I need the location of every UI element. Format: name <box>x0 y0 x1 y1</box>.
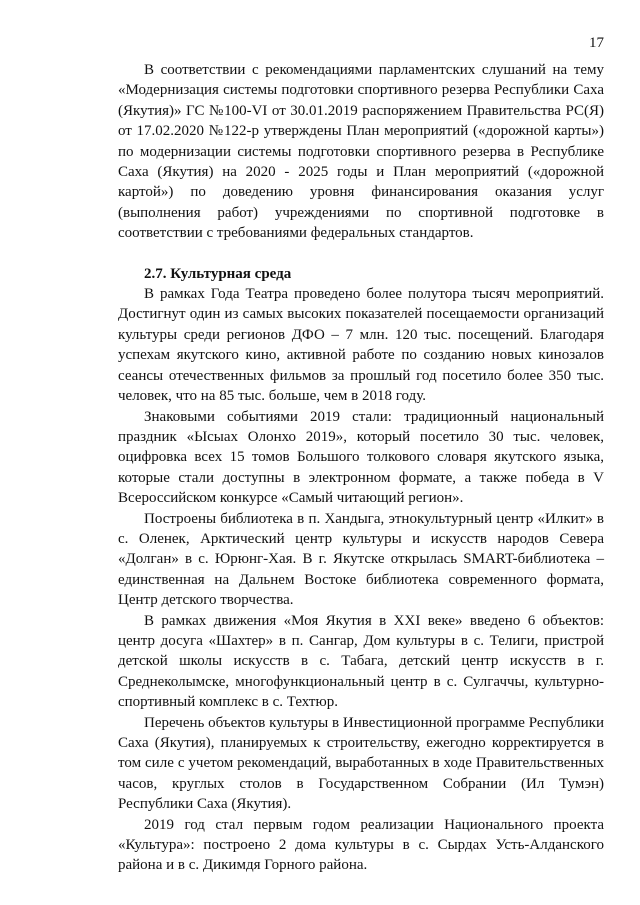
page-number: 17 <box>589 35 604 51</box>
paragraph-libraries: Построены библиотека в п. Хандыга, этнокультурный центр «Илкит» в с. Оленек, Арктический центр культуры и искусств народов Севера «Долган» в с. Юрюнг-Хая. В г. Якутске открылась SMART-библиотека – единственная на Дальнем Востоке библиотека современного формата, Центр детского творчества. <box>118 510 604 609</box>
page-content <box>118 60 604 876</box>
paragraph-sport-reserve: В соответствии с рекомендациями парламентских слушаний на тему «Модернизация системы подготовки спортивного резерва Республики Саха (Якутия)» ГС №100-VI от 30.01.2019 распоряжением Правительства РС(Я) от 17.02.2020 №122-р утверждены План мероприятий («дорожной карты») по модернизации системы подготовки спортивного резерва в Республике Саха (Якутия) на 2020 - 2025 годы и План мероприятий («дорожной картой») по доведению уровня финансирования оказания услуг (выполнения работ) учреждениями по спортивной подготовке в соответствии с требованиями федеральных стандартов. <box>118 62 604 242</box>
section-title: 2.7. Культурная среда <box>144 265 292 282</box>
paragraph-national-project: 2019 год стал первым годом реализации Национального проекта «Культура»: построено 2 дома культуры в с. Сырдах Усть-Алданского района и в с. Дикимдя Горного района. <box>118 816 604 874</box>
paragraph-my-yakutia: В рамках движения «Моя Якутия в XXI веке» введено 6 объектов: центр досуга «Шахтер» в п. Сангар, Дом культуры в с. Телиги, пристрой детской школы искусств в с. Табага, детский центр искусств в г. Среднеколымске, многофункциональный центр в с. Сулгаччы, культурно-спортивный комплекс в с. Техтюр. <box>118 612 604 711</box>
paragraph-investment-program: Перечень объектов культуры в Инвестиционной программе Республики Саха (Якутия), планируемых к строительству, ежегодно корректируется в том силе с учетом рекомендаций, выработанных в ходе Правительственных часов, круглых столов в Государственном Собрании (Ил Тумэн) Республики Саха (Якутия). <box>118 714 604 813</box>
paragraph-theatre-year: В рамках Года Театра проведено более полутора тысяч мероприятий. Достигнут один из самых высоких показателей посещаемости организаций культуры среди регионов ДФО – 7 млн. 120 тыс. посещений. Благодаря успехам якутского кино, активной работе по созданию новых кинозалов сеансы отечественных фильмов за прошлый год посетило более 350 тыс. человек, что на 85 тыс. больше, чем в 2018 году. <box>118 286 604 405</box>
paragraph-key-events: Знаковыми событиями 2019 стали: традиционный национальный праздник «Ысыах Олонхо 2019», который посетило 30 тыс. человек, оцифровка всех 15 томов Большого толкового словаря якутского языка, которые стали доступны в электронном формате, а также победа в V Всероссийском конкурсе «Самый читающий регион». <box>118 408 604 507</box>
